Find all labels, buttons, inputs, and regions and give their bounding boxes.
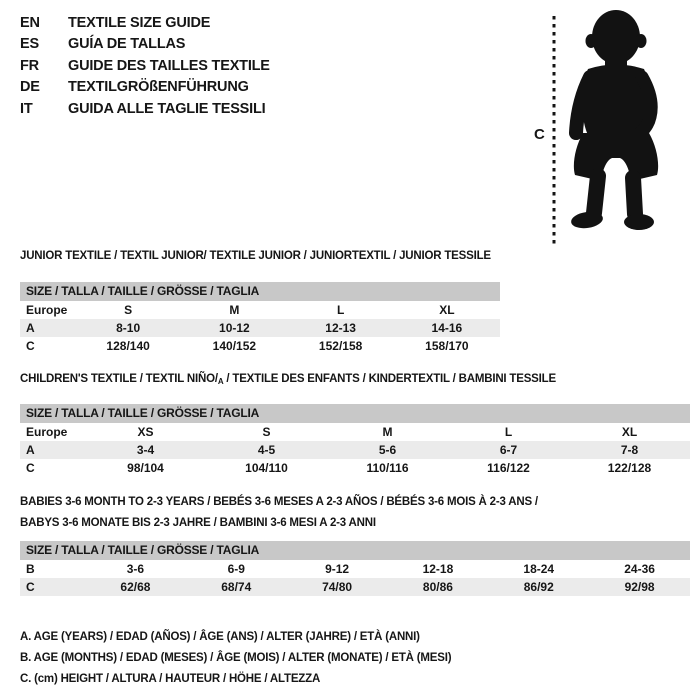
table-cell: L [504,425,513,439]
language-row [20,77,270,99]
table-row-label: Europe [26,425,68,439]
table-cell: 10-12 [219,321,250,335]
table-row-label: A [26,321,35,335]
table-cell: S [262,425,271,439]
language-code: DE [20,79,40,96]
table-cell: XL [621,425,638,439]
language-code: EN [20,14,40,31]
table-cell: 110/116 [366,461,409,475]
language-title: GUIDA ALLE TAGLIE TESSILI [68,100,266,117]
table-row-label: B [26,562,35,576]
toddler-silhouette-icon [528,6,678,246]
babies-table-title [20,492,538,534]
table-cell: 86/92 [523,580,554,594]
language-title: TEXTILE SIZE GUIDE [68,14,211,31]
table-cell: 12-18 [422,562,454,576]
table-row-label: C [26,461,35,475]
language-title: GUIDE DES TAILLES TEXTILE [68,57,270,74]
language-row [20,12,270,34]
language-title: TEXTILGRÖßENFÜHRUNG [68,79,249,96]
table-cell: 74/80 [322,580,353,594]
table-cell: 7-8 [620,443,639,457]
babies-title-line1: BABIES 3-6 MONTH TO 2-3 YEARS / BEBÉS 3-6 MESES A 2-3 AÑOS / BÉBÉS 3-6 MOIS À 2-3 ANS / [20,496,538,508]
table-cell: 68/74 [221,580,252,594]
table-row-label: C [26,339,35,353]
table-row [20,441,690,459]
table-row-label: Europe [26,303,68,317]
table-cell: XL [439,303,455,317]
legend-notes [20,627,451,690]
table-cell: 5-6 [378,443,397,457]
table-cell: 4-5 [257,443,276,457]
table-cell: 8-10 [116,321,141,335]
language-row [20,34,270,56]
table-row [20,578,690,596]
language-row [20,55,270,77]
table-cell: 9-12 [325,562,350,576]
table-size-header: SIZE / TALLA / TAILLE / GRÖSSE / TAGLIA [20,404,690,423]
table-row [20,423,690,441]
table-cell: 98/104 [127,461,164,475]
table-cell: M [382,425,393,439]
table-row-label: C [26,580,35,594]
children-title-suffix: / TEXTILE DES ENFANTS / KINDERTEXTIL / BAMBINI TESSILE [223,373,556,385]
height-measure-label: C [534,126,545,143]
language-code: ES [20,36,39,53]
table-cell: 6-7 [499,443,518,457]
junior-textile-table [20,282,500,355]
language-title: GUÍA DE TALLAS [68,36,186,53]
table-cell: 92/98 [624,580,655,594]
table-cell: XS [137,425,154,439]
table-row [20,319,500,337]
language-row [20,98,270,120]
table-size-header: SIZE / TALLA / TAILLE / GRÖSSE / TAGLIA [20,282,500,301]
table-cell: 3-4 [136,443,155,457]
table-cell: L [336,303,345,317]
junior-table-title: JUNIOR TEXTILE / TEXTIL JUNIOR/ TEXTILE JUNIOR / JUNIORTEXTIL / JUNIOR TESSILE [20,250,491,262]
children-table-title [20,373,556,386]
table-cell: 3-6 [126,562,145,576]
table-cell: M [229,303,240,317]
babies-title-line2: BABYS 3-6 MONATE BIS 2-3 JAHRE / BAMBINI 3-6 MESI A 2-3 ANNI [20,517,376,529]
table-row [20,459,690,477]
table-cell: 140/152 [212,339,257,353]
table-cell: 152/158 [318,339,363,353]
table-row [20,301,500,319]
table-cell: S [124,303,133,317]
table-cell: 116/122 [487,461,530,475]
table-cell: 14-16 [431,321,463,335]
table-cell: 18-24 [523,562,555,576]
language-code: FR [20,57,39,74]
babies-textile-table [20,541,690,596]
table-row-label: A [26,443,35,457]
table-cell: 62/68 [120,580,151,594]
table-cell: 122/128 [607,461,652,475]
table-cell: 12-13 [325,321,356,335]
table-row [20,560,690,578]
table-size-header: SIZE / TALLA / TAILLE / GRÖSSE / TAGLIA [20,541,690,560]
table-cell: 6-9 [227,562,245,576]
table-cell: 158/170 [425,339,469,353]
table-cell: 128/140 [106,339,150,353]
language-code: IT [20,100,33,117]
note-height-cm: C. (cm) HEIGHT / ALTURA / HAUTEUR / HÖHE / ALTEZZA [20,673,321,685]
note-age-months: B. AGE (MONTHS) / EDAD (MESES) / ÂGE (MOIS) / ALTER (MONATE) / ETÀ (MESI) [20,652,452,664]
children-textile-table [20,404,690,477]
children-title-prefix: CHILDREN'S TEXTILE / TEXTIL NIÑO/ [20,373,218,385]
children-title-sub: A [217,377,224,386]
note-age-years: A. AGE (YEARS) / EDAD (AÑOS) / ÂGE (ANS) / ALTER (JAHRE) / ETÀ (ANNI) [20,631,420,643]
table-cell: 24-36 [624,562,655,576]
size-figure [528,6,678,246]
language-list [20,12,270,120]
table-cell: 104/110 [245,461,288,475]
table-row [20,337,500,355]
table-cell: 80/86 [422,580,453,594]
